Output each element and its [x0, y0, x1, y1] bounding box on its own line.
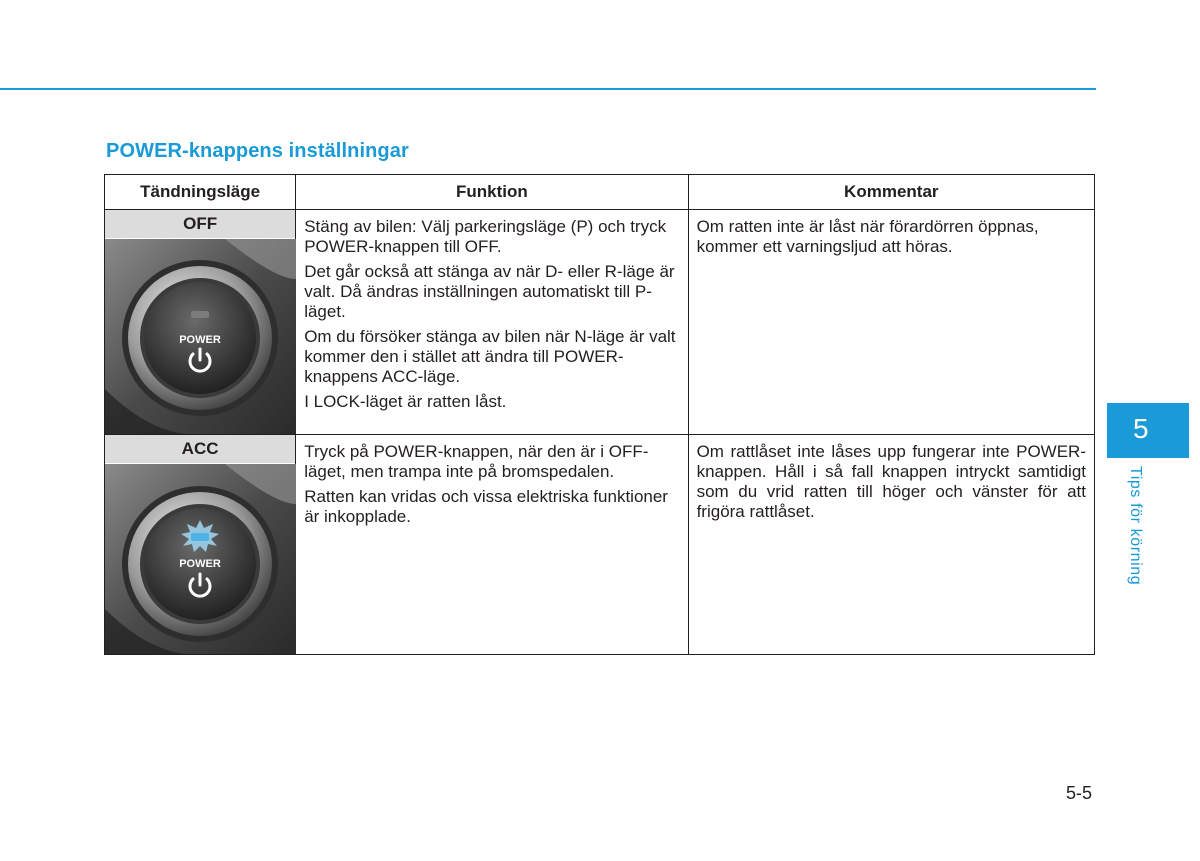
- power-button-label: POWER: [179, 334, 221, 346]
- power-button-acc-image: [105, 464, 296, 654]
- chapter-number: 5: [1133, 413, 1149, 444]
- function-acc-line-1: Tryck på POWER-knappen, när den är i OFF-läget, men trampa inte på bromspedalen.: [304, 442, 649, 481]
- mode-label-acc: ACC: [105, 435, 295, 464]
- comment-cell-acc: [688, 435, 1094, 655]
- function-acc-line-2: Ratten kan vridas och vissa elektriska funktioner är inkopplade.: [304, 487, 668, 526]
- table-row-off: [105, 210, 1095, 435]
- function-cell-off: [296, 210, 688, 435]
- page-number: 5-5: [1066, 783, 1093, 803]
- power-button-label: POWER: [179, 558, 221, 570]
- function-off-line-3: Om du försöker stänga av bilen när N-läge är valt kommer den i stället att ändra till POWER-knappens ACC-läge.: [304, 327, 676, 386]
- table-row-acc: [105, 435, 1095, 655]
- header-rule: [0, 88, 1096, 90]
- function-off-line-2: Det går också att stänga av när D- eller R-läge är valt. Då ändras inställningen automatiskt till P-läget.: [304, 262, 675, 321]
- table-header-row: [105, 175, 1095, 210]
- function-off-line-1: Stäng av bilen: Välj parkeringsläge (P) och tryck POWER-knappen till OFF.: [304, 217, 667, 256]
- chapter-tab: [1107, 403, 1189, 458]
- comment-off-line-1: Om ratten inte är låst när förardörren öppnas, kommer ett varningsljud att höras.: [696, 217, 1039, 256]
- power-settings-table: [104, 174, 1095, 655]
- header-ignition-mode: Tändningsläge: [105, 175, 296, 210]
- function-off-line-4: I LOCK-läget är ratten låst.: [304, 392, 507, 411]
- function-cell-acc: [296, 435, 688, 655]
- mode-label-off: OFF: [105, 210, 295, 239]
- header-function: Funktion: [296, 175, 688, 210]
- comment-acc-line-1: Om rattlåset inte låses upp fungerar inte POWER-knappen. Håll i så fall knappen intryckt samtidigt som du vrid ratten till höger och vänster för att frigöra rattlåset.: [696, 442, 1086, 521]
- mode-cell-off: [105, 210, 296, 435]
- power-button-off-image: [105, 239, 296, 434]
- chapter-title: Tips för körning: [1127, 466, 1144, 586]
- header-comment: Kommentar: [688, 175, 1094, 210]
- comment-cell-off: [688, 210, 1094, 435]
- section-title: POWER-knappens inställningar: [106, 140, 409, 162]
- mode-cell-acc: [105, 435, 296, 655]
